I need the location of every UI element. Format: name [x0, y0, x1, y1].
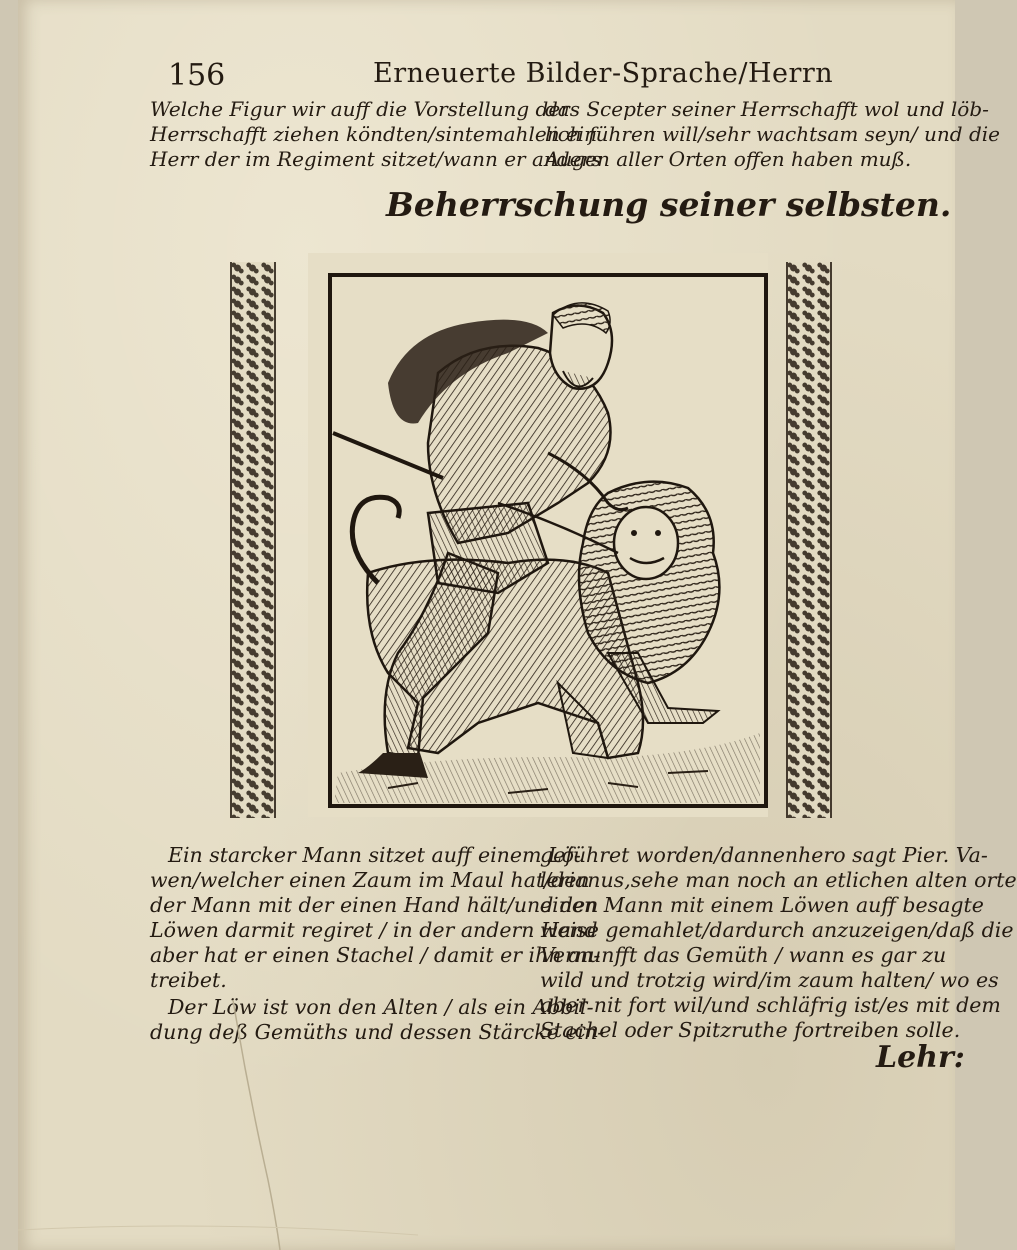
body-left-line: dung deß Gemüths und dessen Stärcke ein- [150, 1020, 605, 1044]
ornament-border-left [230, 262, 276, 818]
intro-right-line: Augen aller Orten offen haben muß. [545, 147, 912, 171]
body-left-line: Löwen darmit regiret / in der andern Hand [150, 918, 598, 942]
body-left-line: Ein starcker Mann sitzet auff einem Lö- [168, 843, 581, 867]
body-left-line: treibet. [150, 968, 227, 992]
body-right-line: wild und trotzig wird/im zaum halten/ wo es [540, 968, 999, 992]
page-number: 156 [168, 58, 226, 93]
book-page [18, 0, 1017, 1250]
body-left-line: aber hat er einen Stachel / damit er ihn an- [150, 943, 601, 967]
intro-left-line: Herrschafft ziehen köndten/sintemahlen ein [150, 122, 598, 146]
intro-left-line: Herr der im Regiment sitzet/wann er anders [150, 147, 602, 171]
intro-right-line: das Scepter seiner Herrschafft wol und löb- [545, 97, 989, 121]
catchword: Lehr: [876, 1040, 965, 1075]
body-right-line: weise gemahlet/dardurch anzuzeigen/daß die [540, 918, 1014, 942]
running-head: Erneuerte Bilder-Sprache/Herrn [373, 58, 834, 89]
body-right-line: lerianus,sehe man noch an etlichen alten orte [540, 868, 1017, 892]
body-right-line: aber nit fort wil/und schläfrig ist/es mit dem [540, 993, 1001, 1017]
body-left-line: Der Löw ist von den Alten / als ein Abbil- [168, 995, 594, 1019]
paper-crease [18, 1000, 955, 1250]
body-right-line: Vernunfft das Gemüth / wann es gar zu [540, 943, 947, 967]
body-right-line: einen Mann mit einem Löwen auff besagte [540, 893, 984, 917]
section-heading: Beherrschung seiner selbsten. [386, 185, 952, 224]
body-right-line: geführet worden/dannenhero sagt Pier. Va- [540, 843, 988, 867]
intro-right-line: lich führen will/sehr wachtsam seyn/ und die [545, 122, 1000, 146]
body-left-line: der Mann mit der einen Hand hält/und den [150, 893, 599, 917]
body-right-line: Stachel oder Spitzruthe fortreiben solle. [540, 1018, 961, 1042]
intro-left-line: Welche Figur wir auff die Vorstellung der [150, 97, 570, 121]
woodcut-illustration [308, 253, 768, 817]
body-left-line: wen/welcher einen Zaum im Maul hat/den [150, 868, 590, 892]
ornament-border-right [786, 262, 832, 818]
